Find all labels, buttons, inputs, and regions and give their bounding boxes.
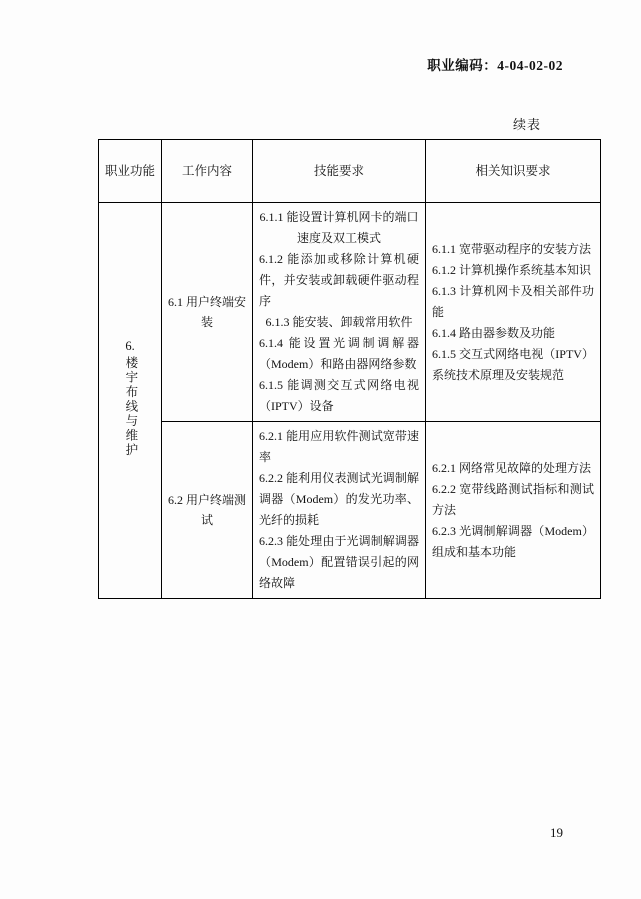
column-header-job-function: 职业功能 [99,140,162,203]
knowledge-item: 6.1.2 计算机操作系统基本知识 [432,262,592,277]
skill-item: 6.2.3 能处理由于光调制解调器（Modem）配置错误引起的网络故障 [259,534,419,590]
skill-item: 6.1.2 能添加或移除计算机硬件，并安装或卸载硬件驱动程序 [259,252,419,308]
column-header-skill-requirement: 技能要求 [253,140,426,203]
header-occupation-code: 职业编码：4-04-02-02 [427,58,563,73]
cell-work-content: 6.2 用户终端测试 [162,422,253,599]
cell-job-function [99,203,162,599]
cell-knowledge-requirements [426,422,601,599]
job-function-name: 楼宇布线与维护 [123,356,138,458]
table-header-row [99,140,601,203]
cell-work-content: 6.1 用户终端安装 [162,203,253,422]
knowledge-item: 6.2.2 宽带线路测试指标和测试方法 [432,481,594,517]
skill-item: 6.1.5 能调测交互式网络电视（IPTV）设备 [259,378,419,413]
skills-requirement-table [98,139,601,599]
skill-item: 6.2.2 能利用仪表测试光调制解调器（Modem）的发光功率、光纤的损耗 [259,471,419,527]
cell-skill-requirements [253,203,426,422]
knowledge-item: 6.1.4 路由器参数及功能 [432,325,556,340]
column-header-work-content: 工作内容 [162,140,253,203]
skill-item: 6.1.4 能设置光调制调解器（Modem）和路由器网络参数 [259,336,419,371]
cell-knowledge-requirements [426,203,601,422]
knowledge-item: 6.1.5 交互式网络电视（IPTV）系统技术原理及安装规范 [432,346,594,382]
table-row [99,203,601,422]
knowledge-item: 6.1.3 计算机网卡及相关部件功能 [432,283,594,319]
column-header-knowledge-requirement: 相关知识要求 [426,140,601,203]
knowledge-item: 6.2.1 网络常见故障的处理方法 [432,460,592,475]
skill-item: 6.1.1 能设置计算机网卡的端口速度及双工模式 [259,210,419,245]
knowledge-item: 6.2.3 光调制解调器（Modem）组成和基本功能 [432,523,594,559]
table-body [99,203,601,599]
cell-skill-requirements [253,422,426,599]
continued-table-label: 续表 [512,117,541,132]
job-function-number: 6. [125,338,135,353]
table-row [99,422,601,599]
skill-item: 6.1.3 能安装、卸载常用软件 [265,315,413,329]
page-number: 19 [550,825,563,840]
table-header [99,140,601,203]
knowledge-item: 6.1.1 宽带驱动程序的安装方法 [432,241,592,256]
skill-item: 6.2.1 能用应用软件测试宽带速率 [259,429,419,464]
